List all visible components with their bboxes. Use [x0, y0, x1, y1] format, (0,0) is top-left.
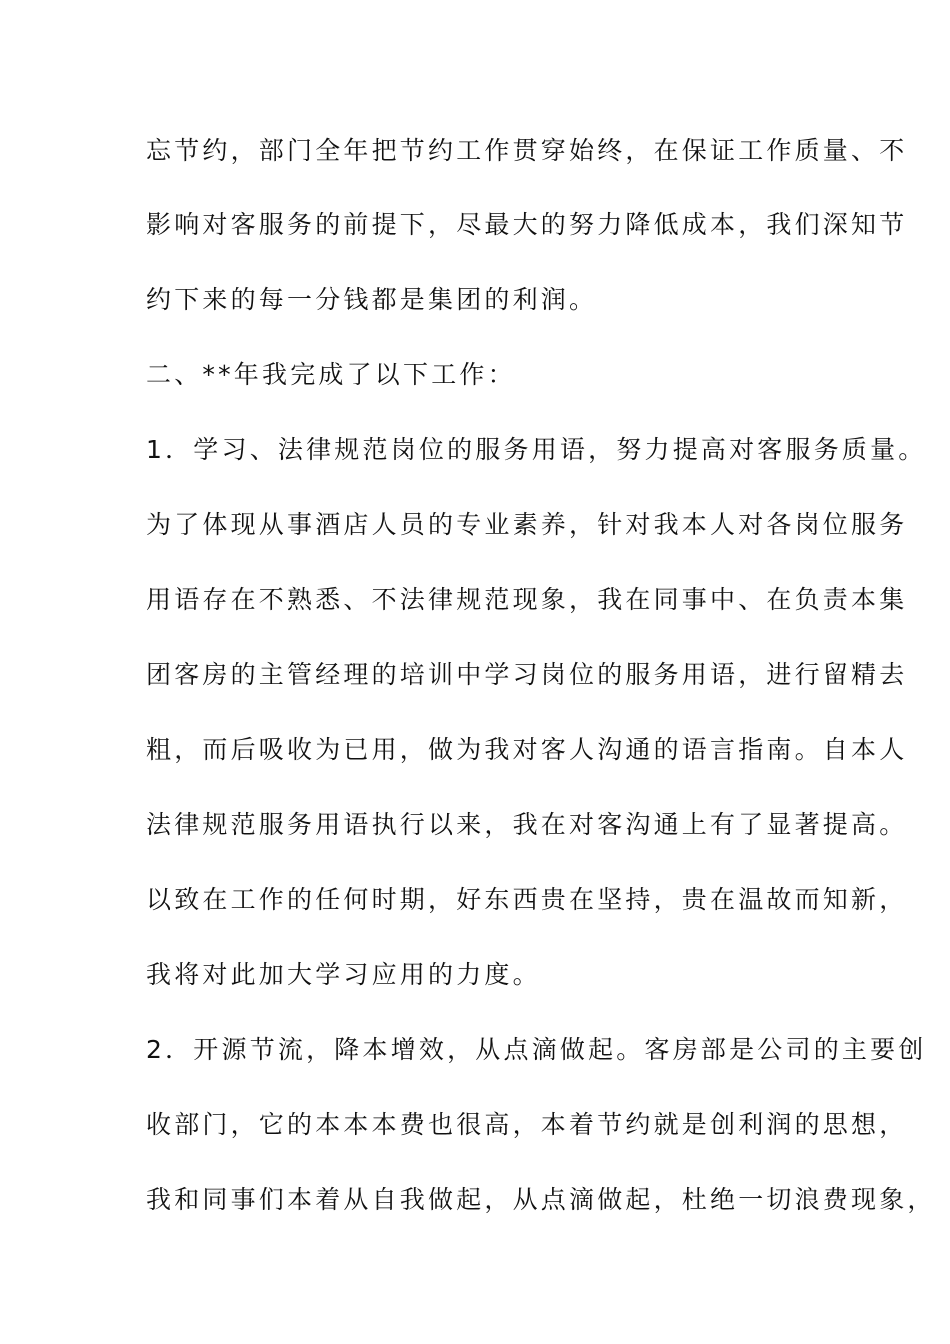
text-line-9: 粗，而后吸收为已用，做为我对客人沟通的语言指南。自本人 — [146, 735, 908, 764]
item-2-heading: 2．开源节流，降本增效，从点滴做起。客房部是公司的主要创 — [146, 1035, 927, 1064]
text-line-11: 以致在工作的任何时期，好东西贵在坚持，贵在温故而知新， — [146, 885, 908, 914]
text-line-7: 用语存在不熟悉、不法律规范现象，我在同事中、在负责本集 — [146, 585, 908, 614]
text-line-6: 为了体现从事酒店人员的专业素养，针对我本人对各岗位服务 — [146, 510, 908, 539]
text-line-10: 法律规范服务用语执行以来，我在对客沟通上有了显著提高。 — [146, 810, 908, 839]
text-line-12: 我将对此加大学习应用的力度。 — [146, 960, 541, 989]
text-line-15: 我和同事们本着从自我做起，从点滴做起，杜绝一切浪费现象， — [146, 1185, 936, 1214]
text-line-2: 影响对客服务的前提下，尽最大的努力降低成本，我们深知节 — [146, 210, 908, 239]
text-line-3: 约下来的每一分钱都是集团的利润。 — [146, 285, 598, 314]
section-heading: 二、**年我完成了以下工作： — [146, 360, 516, 389]
text-line-1: 忘节约，部门全年把节约工作贯穿始终，在保证工作质量、不 — [146, 136, 908, 165]
text-line-8: 团客房的主管经理的培训中学习岗位的服务用语，进行留精去 — [146, 660, 908, 689]
text-line-14: 收部门，它的本本本费也很高，本着节约就是创利润的思想， — [146, 1110, 908, 1139]
item-1-heading: 1．学习、法律规范岗位的服务用语，努力提高对客服务质量。 — [146, 435, 927, 464]
